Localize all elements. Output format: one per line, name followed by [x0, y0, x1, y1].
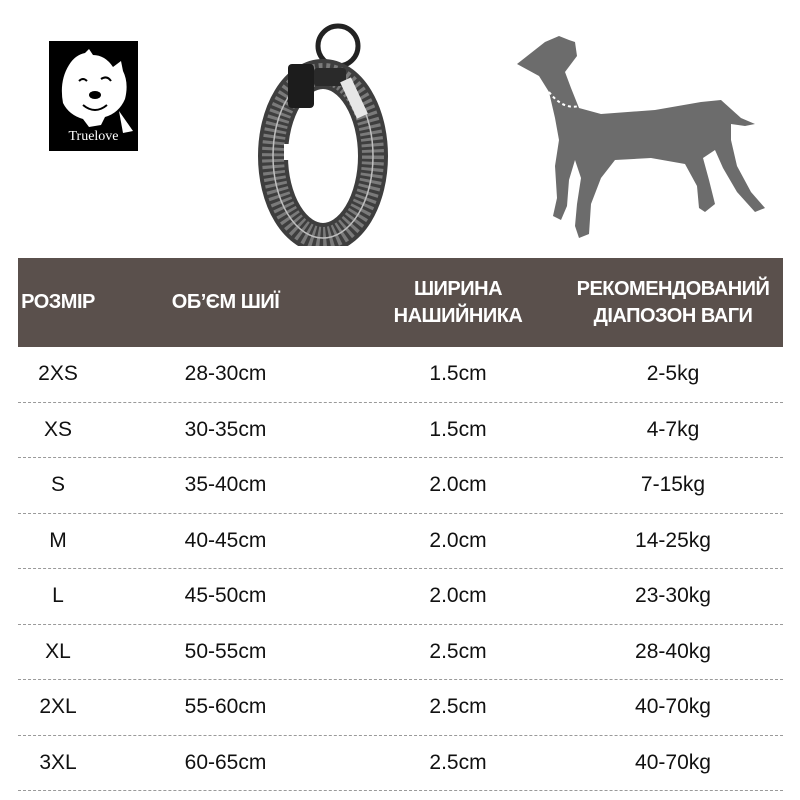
cell-width: 2.5cm — [429, 695, 487, 719]
neck-label: ШИЯ — [589, 98, 629, 115]
cell-neck: 60-65cm — [184, 750, 267, 774]
cell-size: XS — [43, 417, 72, 441]
cell-size: XL — [45, 639, 71, 663]
table-row — [18, 680, 783, 736]
cell-weight: 28-40kg — [635, 639, 711, 663]
cell-width: 2.5cm — [429, 750, 487, 774]
cell-neck: 28-30cm — [184, 362, 267, 386]
cell-neck: 40-45cm — [184, 528, 267, 552]
cell-width: 2.0cm — [429, 584, 487, 608]
header-collar-width: ШИРИНА НАШИЙНИКА — [393, 277, 523, 327]
table-row — [18, 514, 783, 570]
cell-width: 1.5cm — [429, 417, 487, 441]
brand-logo-text: Truelove — [68, 129, 119, 144]
collar-product-image — [258, 16, 408, 246]
table-row — [18, 403, 783, 459]
cell-weight: 14-25kg — [635, 528, 711, 552]
dog-silhouette-icon — [505, 28, 770, 243]
cell-neck: 45-50cm — [184, 584, 267, 608]
cell-size: L — [52, 584, 64, 608]
size-table — [18, 258, 783, 791]
cell-width: 2.5cm — [429, 639, 487, 663]
cell-width: 2.0cm — [429, 528, 487, 552]
header-size: РОЗМІР — [21, 291, 95, 313]
table-row — [18, 347, 783, 403]
cell-weight: 23-30kg — [635, 584, 711, 608]
table-row — [18, 736, 783, 792]
cell-weight: 40-70kg — [635, 695, 711, 719]
cell-neck: 50-55cm — [184, 639, 267, 663]
table-row — [18, 625, 783, 681]
cell-neck: 30-35cm — [184, 417, 267, 441]
cell-width: 2.0cm — [429, 473, 487, 497]
table-row — [18, 569, 783, 625]
cell-size: 2XL — [39, 695, 77, 719]
cell-size: S — [50, 473, 65, 497]
table-header — [18, 258, 783, 347]
brand-logo — [49, 41, 138, 151]
cell-size: 2XS — [38, 362, 78, 386]
cell-weight: 2-5kg — [646, 362, 700, 386]
table-row — [18, 458, 783, 514]
header-weight-range: РЕКОМЕНДОВАНИЙ ДІАПОЗОН ВАГИ — [576, 277, 770, 327]
cell-weight: 7-15kg — [640, 473, 706, 497]
cell-width: 1.5cm — [429, 362, 487, 386]
cell-neck: 35-40cm — [184, 473, 267, 497]
header-neck-girth: ОБ’ЄМ ШИЇ — [171, 291, 280, 313]
cell-size: 3XL — [39, 750, 77, 774]
cell-weight: 40-70kg — [635, 750, 711, 774]
cell-neck: 55-60cm — [184, 695, 267, 719]
cell-weight: 4-7kg — [646, 417, 700, 441]
cell-size: M — [49, 528, 67, 552]
